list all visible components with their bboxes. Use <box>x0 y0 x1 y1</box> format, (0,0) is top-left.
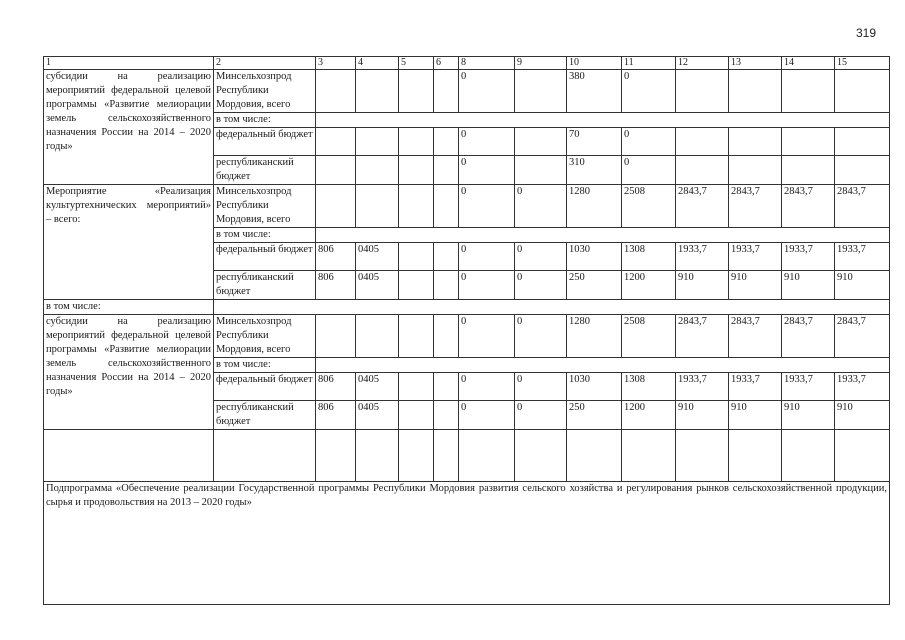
column-header: 1 <box>44 57 214 70</box>
value-cell-c11: 0 <box>622 156 676 185</box>
value-cell-c15: 1933,7 <box>835 373 890 401</box>
page-number: 319 <box>856 26 877 40</box>
value-cell-c11: 0 <box>622 70 676 113</box>
value-cell-c8: 0 <box>459 271 515 300</box>
value-cell-c6 <box>434 185 459 228</box>
value-cell-c9: 0 <box>515 271 567 300</box>
value-cell-c15 <box>835 128 890 156</box>
value-cell-c4: 0405 <box>356 271 399 300</box>
value-cell-c8: 0 <box>459 70 515 113</box>
value-cell-c9: 0 <box>515 185 567 228</box>
value-cell-c14 <box>782 156 835 185</box>
value-cell-c3 <box>316 185 356 228</box>
value-cell-c10: 1280 <box>567 315 622 358</box>
value-cell-c15: 1933,7 <box>835 243 890 271</box>
subprogram-row <box>44 482 890 605</box>
measure-description: субсидии на реализацию мероприятий федеральной целевой программы «Развитие мелиорации земель сельскохозяйственного назначения России на 2014 – 2020 годы» <box>44 70 214 185</box>
value-cell-c11: 2508 <box>622 185 676 228</box>
empty-cell <box>399 430 434 482</box>
value-cell-c5 <box>399 70 434 113</box>
value-cell-c10: 380 <box>567 70 622 113</box>
value-cell-c9: 0 <box>515 401 567 430</box>
empty-cell <box>835 430 890 482</box>
value-cell-c8: 0 <box>459 185 515 228</box>
value-cell-c4: 0405 <box>356 401 399 430</box>
funding-source: Минсельхозпрод Республики Мордовия, всего <box>214 185 316 228</box>
value-cell-c5 <box>399 243 434 271</box>
empty-cell <box>214 430 316 482</box>
value-cell-c12 <box>676 156 729 185</box>
funding-source: в том числе: <box>214 228 316 243</box>
subprogram-title: Подпрограмма «Обеспечение реализации Государственной программы Республики Мордовия развития сельского хозяйства и регулирования рынков сельскохозяйственной продукции, сырья и продовольствия на 2013 – 2020 годы» <box>44 482 890 605</box>
value-cell-c10: 310 <box>567 156 622 185</box>
funding-source: республиканский бюджет <box>214 156 316 185</box>
value-cell-c13: 910 <box>729 401 782 430</box>
section-label: в том числе: <box>44 300 214 315</box>
value-cell-c4 <box>356 156 399 185</box>
column-header: 10 <box>567 57 622 70</box>
value-cell-c4 <box>356 128 399 156</box>
column-header: 8 <box>459 57 515 70</box>
column-header: 12 <box>676 57 729 70</box>
value-cell-c3: 806 <box>316 243 356 271</box>
value-cell-c14 <box>782 70 835 113</box>
value-cell-c9: 0 <box>515 243 567 271</box>
funding-source: федеральный бюджет <box>214 128 316 156</box>
empty-cell <box>316 113 890 128</box>
value-cell-c5 <box>399 315 434 358</box>
value-cell-c4: 0405 <box>356 373 399 401</box>
empty-cell <box>316 228 890 243</box>
value-cell-c3 <box>316 315 356 358</box>
value-cell-c14: 910 <box>782 271 835 300</box>
value-cell-c11: 1200 <box>622 401 676 430</box>
value-cell-c3 <box>316 70 356 113</box>
value-cell-c6 <box>434 156 459 185</box>
empty-cell <box>676 430 729 482</box>
value-cell-c10: 1030 <box>567 243 622 271</box>
funding-source: республиканский бюджет <box>214 401 316 430</box>
column-header: 11 <box>622 57 676 70</box>
value-cell-c3: 806 <box>316 373 356 401</box>
value-cell-c9: 0 <box>515 373 567 401</box>
value-cell-c13 <box>729 70 782 113</box>
value-cell-c15: 910 <box>835 401 890 430</box>
column-header: 4 <box>356 57 399 70</box>
table-body <box>44 57 890 605</box>
value-cell-c5 <box>399 185 434 228</box>
value-cell-c12: 1933,7 <box>676 243 729 271</box>
funding-source: Минсельхозпрод Республики Мордовия, всего <box>214 70 316 113</box>
value-cell-c5 <box>399 156 434 185</box>
value-cell-c6 <box>434 271 459 300</box>
column-header: 5 <box>399 57 434 70</box>
column-header: 15 <box>835 57 890 70</box>
funding-source: республиканский бюджет <box>214 271 316 300</box>
column-header: 13 <box>729 57 782 70</box>
empty-cell <box>214 300 890 315</box>
column-header: 14 <box>782 57 835 70</box>
column-header: 3 <box>316 57 356 70</box>
value-cell-c15: 910 <box>835 271 890 300</box>
value-cell-c12: 910 <box>676 271 729 300</box>
measure-description: Мероприятие «Реализация культуртехнических мероприятий» – всего: <box>44 185 214 300</box>
value-cell-c4 <box>356 70 399 113</box>
value-cell-c14 <box>782 128 835 156</box>
value-cell-c4: 0405 <box>356 243 399 271</box>
value-cell-c9 <box>515 128 567 156</box>
value-cell-c8: 0 <box>459 401 515 430</box>
funding-source: федеральный бюджет <box>214 243 316 271</box>
value-cell-c8: 0 <box>459 156 515 185</box>
value-cell-c3: 806 <box>316 401 356 430</box>
header-row <box>44 57 890 70</box>
empty-cell <box>515 430 567 482</box>
value-cell-c10: 250 <box>567 271 622 300</box>
value-cell-c8: 0 <box>459 243 515 271</box>
table-row <box>44 430 890 482</box>
value-cell-c13: 2843,7 <box>729 185 782 228</box>
value-cell-c8: 0 <box>459 373 515 401</box>
funding-source: Минсельхозпрод Республики Мордовия, всего <box>214 315 316 358</box>
value-cell-c14: 910 <box>782 401 835 430</box>
table-row <box>44 315 890 358</box>
value-cell-c11: 2508 <box>622 315 676 358</box>
value-cell-c13 <box>729 128 782 156</box>
value-cell-c11: 0 <box>622 128 676 156</box>
value-cell-c6 <box>434 315 459 358</box>
table-row <box>44 300 890 315</box>
budget-table <box>43 56 890 605</box>
value-cell-c14: 2843,7 <box>782 315 835 358</box>
value-cell-c15 <box>835 156 890 185</box>
value-cell-c12 <box>676 128 729 156</box>
empty-cell <box>44 430 214 482</box>
value-cell-c4 <box>356 315 399 358</box>
column-header: 9 <box>515 57 567 70</box>
funding-source: в том числе: <box>214 113 316 128</box>
value-cell-c10: 250 <box>567 401 622 430</box>
empty-cell <box>459 430 515 482</box>
table-row <box>44 185 890 228</box>
value-cell-c10: 1280 <box>567 185 622 228</box>
value-cell-c6 <box>434 401 459 430</box>
value-cell-c11: 1200 <box>622 271 676 300</box>
measure-description: субсидии на реализацию мероприятий федеральной целевой программы «Развитие мелиорации земель сельскохозяйственного назначения России на 2014 – 2020 годы» <box>44 315 214 430</box>
value-cell-c3 <box>316 128 356 156</box>
value-cell-c6 <box>434 373 459 401</box>
value-cell-c13: 1933,7 <box>729 373 782 401</box>
value-cell-c5 <box>399 373 434 401</box>
value-cell-c12: 910 <box>676 401 729 430</box>
empty-cell <box>622 430 676 482</box>
value-cell-c14: 1933,7 <box>782 243 835 271</box>
column-header: 2 <box>214 57 316 70</box>
value-cell-c12: 1933,7 <box>676 373 729 401</box>
value-cell-c9 <box>515 156 567 185</box>
empty-cell <box>782 430 835 482</box>
value-cell-c11: 1308 <box>622 243 676 271</box>
value-cell-c9 <box>515 70 567 113</box>
value-cell-c13: 1933,7 <box>729 243 782 271</box>
value-cell-c8: 0 <box>459 128 515 156</box>
value-cell-c5 <box>399 128 434 156</box>
table-row <box>44 70 890 113</box>
value-cell-c9: 0 <box>515 315 567 358</box>
value-cell-c4 <box>356 185 399 228</box>
value-cell-c13: 2843,7 <box>729 315 782 358</box>
empty-cell <box>316 358 890 373</box>
value-cell-c12: 2843,7 <box>676 315 729 358</box>
value-cell-c5 <box>399 271 434 300</box>
empty-cell <box>729 430 782 482</box>
empty-cell <box>356 430 399 482</box>
value-cell-c13: 910 <box>729 271 782 300</box>
value-cell-c3 <box>316 156 356 185</box>
value-cell-c15: 2843,7 <box>835 315 890 358</box>
value-cell-c6 <box>434 243 459 271</box>
value-cell-c13 <box>729 156 782 185</box>
column-header: 6 <box>434 57 459 70</box>
value-cell-c15 <box>835 70 890 113</box>
value-cell-c11: 1308 <box>622 373 676 401</box>
value-cell-c12: 2843,7 <box>676 185 729 228</box>
funding-source: в том числе: <box>214 358 316 373</box>
value-cell-c14: 1933,7 <box>782 373 835 401</box>
value-cell-c5 <box>399 401 434 430</box>
empty-cell <box>316 430 356 482</box>
empty-cell <box>567 430 622 482</box>
value-cell-c6 <box>434 70 459 113</box>
value-cell-c3: 806 <box>316 271 356 300</box>
value-cell-c14: 2843,7 <box>782 185 835 228</box>
value-cell-c15: 2843,7 <box>835 185 890 228</box>
value-cell-c10: 70 <box>567 128 622 156</box>
empty-cell <box>434 430 459 482</box>
funding-source: федеральный бюджет <box>214 373 316 401</box>
value-cell-c12 <box>676 70 729 113</box>
value-cell-c10: 1030 <box>567 373 622 401</box>
value-cell-c6 <box>434 128 459 156</box>
value-cell-c8: 0 <box>459 315 515 358</box>
